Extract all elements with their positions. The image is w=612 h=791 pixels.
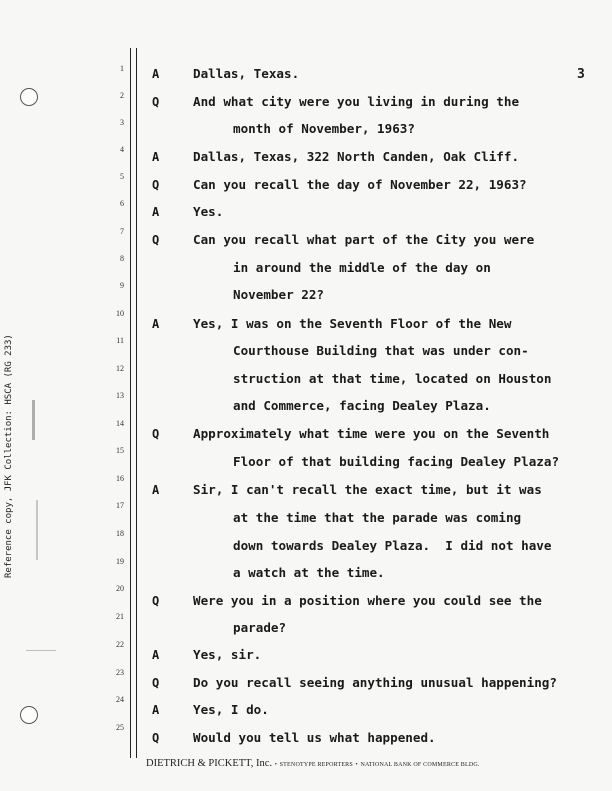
transcript-line: in around the middle of the day on	[233, 260, 491, 275]
transcript-line: Do you recall seeing anything unusual happening?	[193, 675, 557, 690]
transcript-line: Would you tell us what happened.	[193, 730, 436, 745]
footer-address: NATIONAL BANK OF COMMERCE BLDG.	[360, 762, 480, 768]
qa-marker: Q	[152, 731, 160, 745]
scan-smudge	[36, 500, 38, 560]
line-number: 22	[116, 640, 124, 649]
line-number: 12	[116, 364, 124, 373]
transcript-line: Approximately what time were you on the Seventh	[193, 426, 550, 441]
transcript-line: Can you recall what part of the City you were	[193, 232, 535, 247]
line-number: 25	[116, 723, 124, 732]
transcript-line: parade?	[233, 620, 287, 635]
line-number: 5	[120, 172, 124, 181]
line-number: 7	[120, 227, 124, 236]
footer-firm: DIETRICH & PICKETT, Inc.	[146, 758, 273, 769]
qa-marker: A	[152, 317, 160, 331]
transcript-line: Were you in a position where you could see the	[193, 593, 542, 608]
qa-marker: A	[152, 483, 160, 497]
transcript-line: Sir, I can't recall the exact time, but it was	[193, 482, 542, 497]
binder-hole-bottom	[20, 706, 38, 724]
qa-marker: A	[152, 205, 160, 219]
line-number: 23	[116, 668, 124, 677]
line-number: 11	[116, 336, 124, 345]
transcript-line: Dallas, Texas.	[193, 66, 300, 81]
qa-marker: A	[152, 648, 160, 662]
qa-marker: A	[152, 703, 160, 717]
transcript-line: down towards Dealey Plaza. I did not have	[233, 538, 552, 553]
line-number: 13	[116, 391, 124, 400]
transcript-line: Floor of that building facing Dealey Plaza?	[233, 454, 560, 469]
transcript-line: at the time that the parade was coming	[233, 510, 522, 525]
transcript-line: a watch at the time.	[233, 565, 385, 580]
transcript-line: and Commerce, facing Dealey Plaza.	[233, 398, 491, 413]
footer-separator: •	[274, 762, 278, 768]
footer-separator: •	[355, 762, 358, 768]
line-number: 20	[116, 584, 124, 593]
binder-hole-top	[20, 88, 38, 106]
margin-rule-outer	[130, 48, 131, 758]
archive-side-note: Reference copy, JFK Collection: HSCA (RG 233)	[4, 334, 14, 578]
footer	[146, 758, 480, 769]
qa-marker: A	[152, 150, 160, 164]
line-number: 16	[116, 474, 124, 483]
line-number: 17	[116, 501, 124, 510]
transcript-line: Dallas, Texas, 322 North Canden, Oak Cliff.	[193, 149, 520, 164]
transcript-line: And what city were you living in during the	[193, 94, 520, 109]
qa-marker: Q	[152, 95, 160, 109]
transcript-line: Yes, I do.	[193, 702, 269, 717]
line-number: 24	[116, 695, 124, 704]
line-number: 19	[116, 557, 124, 566]
scan-smudge	[26, 650, 56, 651]
qa-marker: Q	[152, 427, 160, 441]
line-number: 2	[120, 91, 124, 100]
line-number: 14	[116, 419, 124, 428]
page-number: 3	[577, 67, 585, 82]
line-number: 4	[120, 145, 124, 154]
qa-marker: Q	[152, 233, 160, 247]
qa-marker: Q	[152, 594, 160, 608]
line-number: 9	[120, 281, 124, 290]
line-number: 3	[120, 118, 124, 127]
line-number: 18	[116, 529, 124, 538]
qa-marker: Q	[152, 178, 160, 192]
line-number: 21	[116, 612, 124, 621]
line-number: 6	[120, 199, 124, 208]
line-number: 10	[116, 309, 124, 318]
qa-marker: Q	[152, 676, 160, 690]
transcript-line: Yes, I was on the Seventh Floor of the New	[193, 316, 512, 331]
scan-smudge	[32, 400, 35, 440]
footer-services: STENOTYPE REPORTERS	[279, 762, 353, 768]
line-number: 1	[120, 64, 124, 73]
transcript-line: Yes, sir.	[193, 647, 262, 662]
transcript-line: November 22?	[233, 287, 324, 302]
transcript-line: month of November, 1963?	[233, 121, 415, 136]
transcript-line: Yes.	[193, 204, 224, 219]
qa-marker: A	[152, 67, 160, 81]
transcript-line: struction at that time, located on Houston	[233, 371, 552, 386]
transcript-line: Courthouse Building that was under con-	[233, 343, 529, 358]
line-number: 15	[116, 446, 124, 455]
transcript-line: Can you recall the day of November 22, 1963?	[193, 177, 527, 192]
margin-rule-inner	[136, 48, 137, 758]
line-number: 8	[120, 254, 124, 263]
